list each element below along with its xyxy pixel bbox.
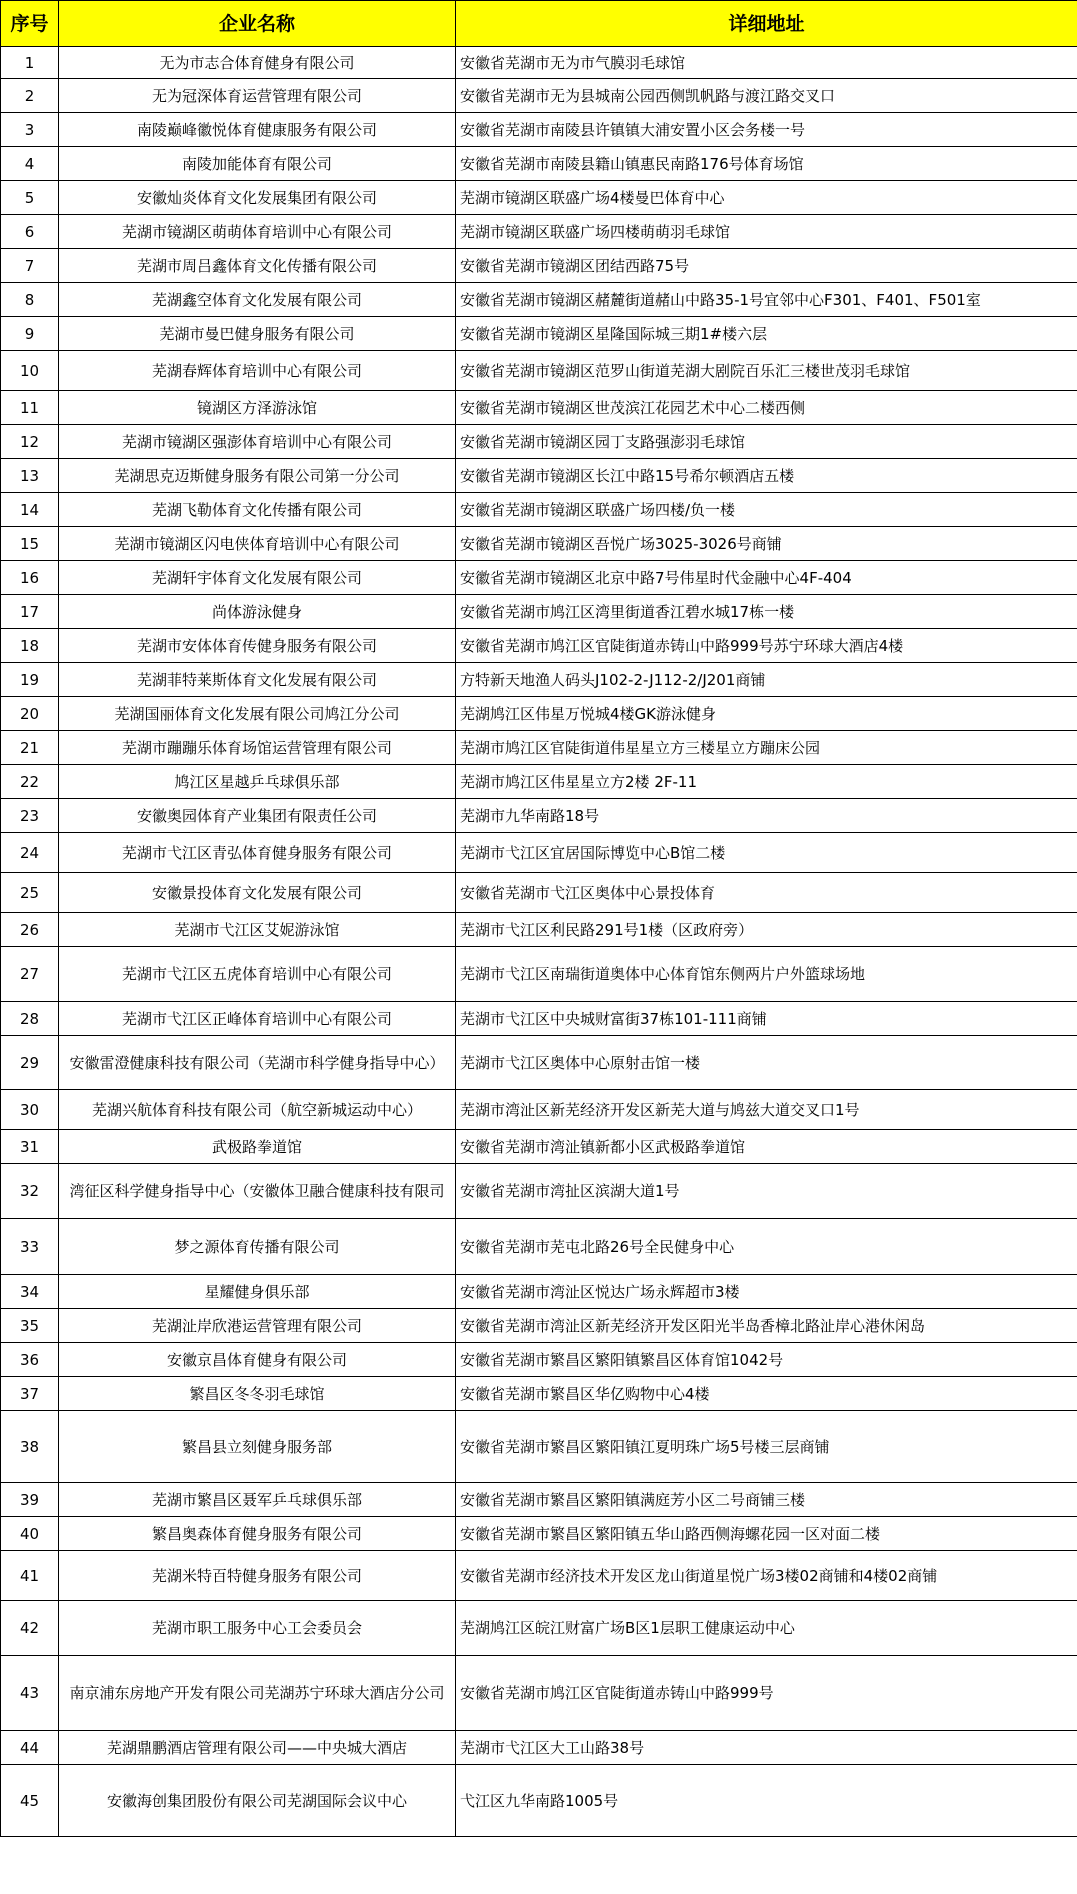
company-address: 安徽省芜湖市繁昌区繁阳镇五华山路西侧海螺花园一区对面二楼: [456, 1517, 1077, 1551]
header-no: 序号: [1, 1, 59, 47]
row-number: 18: [1, 629, 59, 663]
company-address: 安徽省芜湖市经济技术开发区龙山街道星悦广场3楼02商铺和4楼02商铺: [456, 1551, 1077, 1601]
table-row: [1, 697, 1077, 731]
company-name: 芜湖市蹦蹦乐体育场馆运营管理有限公司: [59, 731, 456, 765]
company-address: 弋江区九华南路1005号: [456, 1765, 1077, 1837]
company-address: 芜湖鸠江区皖江财富广场B区1层职工健康运动中心: [456, 1601, 1077, 1656]
company-name: 镜湖区方泽游泳馆: [59, 391, 456, 425]
row-number: 9: [1, 317, 59, 351]
company-address: 芜湖市湾沚区新芜经济开发区新芜大道与鸠兹大道交叉口1号: [456, 1090, 1077, 1130]
company-name: 芜湖市职工服务中心工会委员会: [59, 1601, 456, 1656]
row-number: 15: [1, 527, 59, 561]
company-name: 芜湖鼎鹏酒店管理有限公司——中央城大酒店: [59, 1731, 456, 1765]
table-row: [1, 947, 1077, 1002]
table-row: [1, 47, 1077, 79]
row-number: 44: [1, 1731, 59, 1765]
row-number: 30: [1, 1090, 59, 1130]
row-number: 27: [1, 947, 59, 1002]
company-name: 安徽海创集团股份有限公司芜湖国际会议中心: [59, 1765, 456, 1837]
table-row: [1, 317, 1077, 351]
row-number: 38: [1, 1411, 59, 1483]
table-row: [1, 1036, 1077, 1090]
company-name: 南陵加能体育有限公司: [59, 147, 456, 181]
row-number: 42: [1, 1601, 59, 1656]
company-address: 安徽省芜湖市繁昌区繁阳镇江夏明珠广场5号楼三层商铺: [456, 1411, 1077, 1483]
table-row: [1, 1090, 1077, 1130]
header-row: [1, 1, 1077, 47]
table-row: [1, 799, 1077, 833]
company-address: 芜湖市弋江区大工山路38号: [456, 1731, 1077, 1765]
company-address: 芜湖市鸠江区伟星星立方2楼 2F-11: [456, 765, 1077, 799]
header-address: 详细地址: [456, 1, 1077, 47]
company-address: 安徽省芜湖市镜湖区赭麓街道赭山中路35-1号宜邻中心F301、F401、F501室: [456, 283, 1077, 317]
table-row: [1, 561, 1077, 595]
table-row: [1, 493, 1077, 527]
row-number: 26: [1, 913, 59, 947]
company-address: 安徽省芜湖市湾扯区滨湖大道1号: [456, 1164, 1077, 1219]
header-name: 企业名称: [59, 1, 456, 47]
table-row: [1, 1731, 1077, 1765]
company-name: 安徽景投体育文化发展有限公司: [59, 873, 456, 913]
table-row: [1, 391, 1077, 425]
company-name: 芜湖市弋江区青弘体育健身服务有限公司: [59, 833, 456, 873]
row-number: 25: [1, 873, 59, 913]
company-name: 梦之源体育传播有限公司: [59, 1219, 456, 1275]
table-row: [1, 1517, 1077, 1551]
table-row: [1, 459, 1077, 493]
table-row: [1, 1601, 1077, 1656]
company-name: 安徽京昌体育健身有限公司: [59, 1343, 456, 1377]
table-row: [1, 1411, 1077, 1483]
table-row: [1, 1765, 1077, 1837]
company-address: 安徽省芜湖市镜湖区长江中路15号希尔顿酒店五楼: [456, 459, 1077, 493]
company-address: 安徽省芜湖市繁昌区华亿购物中心4楼: [456, 1377, 1077, 1411]
table-row: [1, 629, 1077, 663]
company-address: 芜湖鸠江区伟星万悦城4楼GK游泳健身: [456, 697, 1077, 731]
company-address: 安徽省芜湖市湾沚区悦达广场永辉超市3楼: [456, 1275, 1077, 1309]
table-row: [1, 595, 1077, 629]
company-address: 芜湖市镜湖区联盛广场4楼曼巴体育中心: [456, 181, 1077, 215]
row-number: 35: [1, 1309, 59, 1343]
row-number: 20: [1, 697, 59, 731]
company-address: 安徽省芜湖市镜湖区世茂滨江花园艺术中心二楼西侧: [456, 391, 1077, 425]
company-name: 鸠江区星越乒乓球俱乐部: [59, 765, 456, 799]
row-number: 2: [1, 79, 59, 113]
company-name: 尚体游泳健身: [59, 595, 456, 629]
company-name: 湾征区科学健身指导中心（安徽体卫融合健康科技有限司: [59, 1164, 456, 1219]
company-address: 安徽省芜湖市繁昌区繁阳镇满庭芳小区二号商铺三楼: [456, 1483, 1077, 1517]
company-address: 芜湖市鸠江区官陡街道伟星星立方三楼星立方蹦床公园: [456, 731, 1077, 765]
company-name: 南陵巅峰徽悦体育健康服务有限公司: [59, 113, 456, 147]
row-number: 34: [1, 1275, 59, 1309]
company-name: 星耀健身俱乐部: [59, 1275, 456, 1309]
company-name: 芜湖市弋江区正峰体育培训中心有限公司: [59, 1002, 456, 1036]
row-number: 40: [1, 1517, 59, 1551]
row-number: 28: [1, 1002, 59, 1036]
company-name: 芜湖市周吕鑫体育文化传播有限公司: [59, 249, 456, 283]
company-address: 芜湖市镜湖区联盛广场四楼萌萌羽毛球馆: [456, 215, 1077, 249]
row-number: 12: [1, 425, 59, 459]
company-name: 繁昌奥森体育健身服务有限公司: [59, 1517, 456, 1551]
company-address: 安徽省芜湖市湾沚镇新都小区武极路拳道馆: [456, 1130, 1077, 1164]
company-name: 芜湖春辉体育培训中心有限公司: [59, 351, 456, 391]
company-address: 芜湖市弋江区利民路291号1楼（区政府旁）: [456, 913, 1077, 947]
row-number: 24: [1, 833, 59, 873]
row-number: 8: [1, 283, 59, 317]
company-address: 安徽省芜湖市南陵县籍山镇惠民南路176号体育场馆: [456, 147, 1077, 181]
row-number: 13: [1, 459, 59, 493]
table-row: [1, 181, 1077, 215]
table-row: [1, 731, 1077, 765]
company-address: 方特新天地渔人码头J102-2-J112-2/J201商铺: [456, 663, 1077, 697]
company-address: 安徽省芜湖市镜湖区范罗山街道芜湖大剧院百乐汇三楼世茂羽毛球馆: [456, 351, 1077, 391]
company-name: 南京浦东房地产开发有限公司芜湖苏宁环球大酒店分公司: [59, 1656, 456, 1731]
company-name: 芜湖沚岸欣港运营管理有限公司: [59, 1309, 456, 1343]
table-row: [1, 79, 1077, 113]
company-address: 芜湖市弋江区南瑞街道奥体中心体育馆东侧两片户外篮球场地: [456, 947, 1077, 1002]
company-name: 芜湖菲特莱斯体育文化发展有限公司: [59, 663, 456, 697]
company-address: 芜湖市弋江区宜居国际博览中心B馆二楼: [456, 833, 1077, 873]
row-number: 36: [1, 1343, 59, 1377]
company-name: 武极路拳道馆: [59, 1130, 456, 1164]
company-address: 安徽省芜湖市镜湖区团结西路75号: [456, 249, 1077, 283]
row-number: 33: [1, 1219, 59, 1275]
row-number: 21: [1, 731, 59, 765]
table-body: [1, 47, 1077, 1837]
company-name: 无为冠深体育运营管理有限公司: [59, 79, 456, 113]
company-name: 芜湖米特百特健身服务有限公司: [59, 1551, 456, 1601]
row-number: 3: [1, 113, 59, 147]
company-name: 芜湖市镜湖区萌萌体育培训中心有限公司: [59, 215, 456, 249]
company-name: 芜湖国丽体育文化发展有限公司鸠江分公司: [59, 697, 456, 731]
company-name: 芜湖轩宇体育文化发展有限公司: [59, 561, 456, 595]
table-row: [1, 1219, 1077, 1275]
row-number: 22: [1, 765, 59, 799]
company-address: 安徽省芜湖市南陵县许镇镇大浦安置小区会务楼一号: [456, 113, 1077, 147]
company-name: 芜湖飞勒体育文化传播有限公司: [59, 493, 456, 527]
company-name: 芜湖市镜湖区闪电侠体育培训中心有限公司: [59, 527, 456, 561]
table-row: [1, 1130, 1077, 1164]
table-row: [1, 1275, 1077, 1309]
row-number: 32: [1, 1164, 59, 1219]
company-name: 芜湖市曼巴健身服务有限公司: [59, 317, 456, 351]
table-row: [1, 1551, 1077, 1601]
row-number: 10: [1, 351, 59, 391]
company-address: 安徽省芜湖市镜湖区北京中路7号伟星时代金融中心4F-404: [456, 561, 1077, 595]
row-number: 14: [1, 493, 59, 527]
table-row: [1, 765, 1077, 799]
company-name: 芜湖市镜湖区强澎体育培训中心有限公司: [59, 425, 456, 459]
table-row: [1, 249, 1077, 283]
company-address: 安徽省芜湖市无为市气膜羽毛球馆: [456, 47, 1077, 79]
table-row: [1, 527, 1077, 561]
row-number: 16: [1, 561, 59, 595]
company-name: 芜湖市弋江区五虎体育培训中心有限公司: [59, 947, 456, 1002]
table-row: [1, 425, 1077, 459]
row-number: 23: [1, 799, 59, 833]
table-row: [1, 113, 1077, 147]
table-row: [1, 663, 1077, 697]
company-address: 安徽省芜湖市镜湖区联盛广场四楼/负一楼: [456, 493, 1077, 527]
table-row: [1, 873, 1077, 913]
company-name: 安徽奥园体育产业集团有限责任公司: [59, 799, 456, 833]
company-name: 芜湖兴航体育科技有限公司（航空新城运动中心）: [59, 1090, 456, 1130]
company-name: 无为市志合体育健身有限公司: [59, 47, 456, 79]
company-name: 安徽雷澄健康科技有限公司（芜湖市科学健身指导中心）: [59, 1036, 456, 1090]
company-address: 安徽省芜湖市繁昌区繁阳镇繁昌区体育馆1042号: [456, 1343, 1077, 1377]
table-row: [1, 283, 1077, 317]
company-address: 安徽省芜湖市无为县城南公园西侧凯帆路与渡江路交叉口: [456, 79, 1077, 113]
row-number: 1: [1, 47, 59, 79]
company-name: 芜湖市繁昌区聂军乒乓球俱乐部: [59, 1483, 456, 1517]
company-name: 繁昌县立刻健身服务部: [59, 1411, 456, 1483]
row-number: 29: [1, 1036, 59, 1090]
company-name: 芜湖鑫空体育文化发展有限公司: [59, 283, 456, 317]
table-row: [1, 215, 1077, 249]
table-row: [1, 351, 1077, 391]
company-address: 安徽省芜湖市湾沚区新芜经济开发区阳光半岛香樟北路沚岸心港休闲岛: [456, 1309, 1077, 1343]
row-number: 7: [1, 249, 59, 283]
table-row: [1, 147, 1077, 181]
company-name: 芜湖思克迈斯健身服务有限公司第一分公司: [59, 459, 456, 493]
company-address: 安徽省芜湖市鸠江区官陡街道赤铸山中路999号苏宁环球大酒店4楼: [456, 629, 1077, 663]
company-address: 芜湖市九华南路18号: [456, 799, 1077, 833]
row-number: 19: [1, 663, 59, 697]
company-name: 芜湖市安体体育传健身服务有限公司: [59, 629, 456, 663]
company-address: 安徽省芜湖市镜湖区吾悦广场3025-3026号商铺: [456, 527, 1077, 561]
company-address: 芜湖市弋江区中央城财富街37栋101-111商铺: [456, 1002, 1077, 1036]
company-address: 安徽省芜湖市弋江区奥体中心景投体育: [456, 873, 1077, 913]
company-address: 安徽省芜湖市芜屯北路26号全民健身中心: [456, 1219, 1077, 1275]
row-number: 11: [1, 391, 59, 425]
table-row: [1, 1656, 1077, 1731]
row-number: 4: [1, 147, 59, 181]
row-number: 43: [1, 1656, 59, 1731]
table-row: [1, 1377, 1077, 1411]
table-row: [1, 913, 1077, 947]
company-address: 安徽省芜湖市镜湖区园丁支路强澎羽毛球馆: [456, 425, 1077, 459]
company-address: 安徽省芜湖市鸠江区湾里街道香江碧水城17栋一楼: [456, 595, 1077, 629]
row-number: 41: [1, 1551, 59, 1601]
table-row: [1, 1164, 1077, 1219]
row-number: 39: [1, 1483, 59, 1517]
company-name: 芜湖市弋江区艾妮游泳馆: [59, 913, 456, 947]
table-row: [1, 1483, 1077, 1517]
company-name: 繁昌区冬冬羽毛球馆: [59, 1377, 456, 1411]
company-name: 安徽灿炎体育文化发展集团有限公司: [59, 181, 456, 215]
row-number: 31: [1, 1130, 59, 1164]
company-address: 芜湖市弋江区奥体中心原射击馆一楼: [456, 1036, 1077, 1090]
company-address: 安徽省芜湖市镜湖区星隆国际城三期1#楼六层: [456, 317, 1077, 351]
table-row: [1, 1002, 1077, 1036]
table-row: [1, 1343, 1077, 1377]
row-number: 6: [1, 215, 59, 249]
company-address: 安徽省芜湖市鸠江区官陡街道赤铸山中路999号: [456, 1656, 1077, 1731]
row-number: 37: [1, 1377, 59, 1411]
row-number: 5: [1, 181, 59, 215]
row-number: 17: [1, 595, 59, 629]
table-row: [1, 1309, 1077, 1343]
table-row: [1, 833, 1077, 873]
row-number: 45: [1, 1765, 59, 1837]
